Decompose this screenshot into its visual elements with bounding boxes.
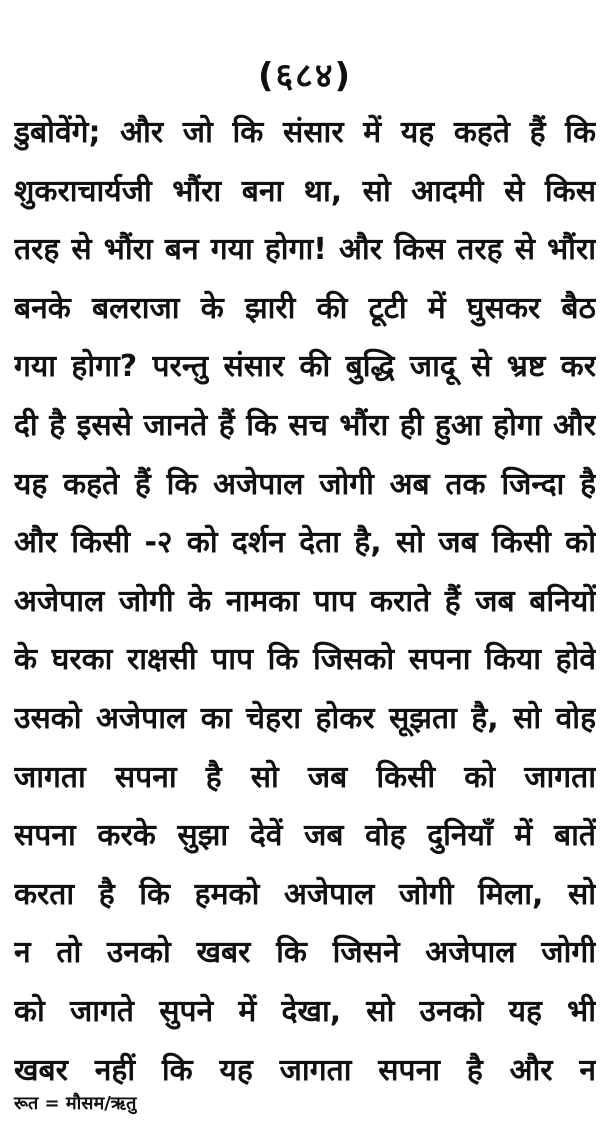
text-line: तरह से भौंरा बन गया होगा! और किस तरह से भौंरा — [14, 232, 596, 268]
page-number: (६८४) — [257, 56, 353, 96]
footnote: रूत = मौसम/ऋतु — [14, 1093, 137, 1114]
text-line: को जागते सुपने में देखा, सो उनको यह भी — [14, 993, 596, 1029]
text-line: गया होगा? परन्तु संसार की बुद्धि जादू से भ्रष्ट कर — [14, 349, 596, 385]
text-line: डुबोवेंगे; और जो कि संसार में यह कहते हैं कि — [14, 115, 596, 150]
text-line: शुकराचार्यजी भौंरा बना था, सो आदमी से किस — [14, 173, 596, 209]
text-line: न तो उनको खबर कि जिसने अजेपाल जोगी — [14, 935, 596, 971]
text-line: और किसी -२ को दर्शन देता है, सो जब किसी को — [14, 525, 596, 561]
text-line: करता है कि हमको अजेपाल जोगी मिला, सो — [14, 876, 596, 912]
text-line: बनके बलराजा के झारी की टूटी में घुसकर बैठ — [14, 290, 596, 326]
body-text — [14, 104, 596, 1100]
text-line: के घरका राक्षसी पाप कि जिसको सपना किया होवे — [14, 642, 596, 678]
text-line: यह कहते हैं कि अजेपाल जोगी अब तक जिन्दा है — [14, 466, 596, 502]
text-line: अजेपाल जोगी के नामका पाप कराते हैं जब बनियों — [14, 583, 596, 619]
text-line: उसको अजेपाल का चेहरा होकर सूझता है, सो वोह — [14, 700, 596, 736]
text-line: दी है इससे जानते हैं कि सच भौंरा ही हुआ होगा और — [14, 407, 596, 443]
text-line: खबर नहीं कि यह जागता सपना है और न — [14, 1052, 596, 1088]
text-line: जागता सपना है सो जब किसी को जागता — [14, 759, 596, 795]
text-line: सपना करके सुझा देवें जब वोह दुनियाँ में बातें — [14, 818, 596, 854]
